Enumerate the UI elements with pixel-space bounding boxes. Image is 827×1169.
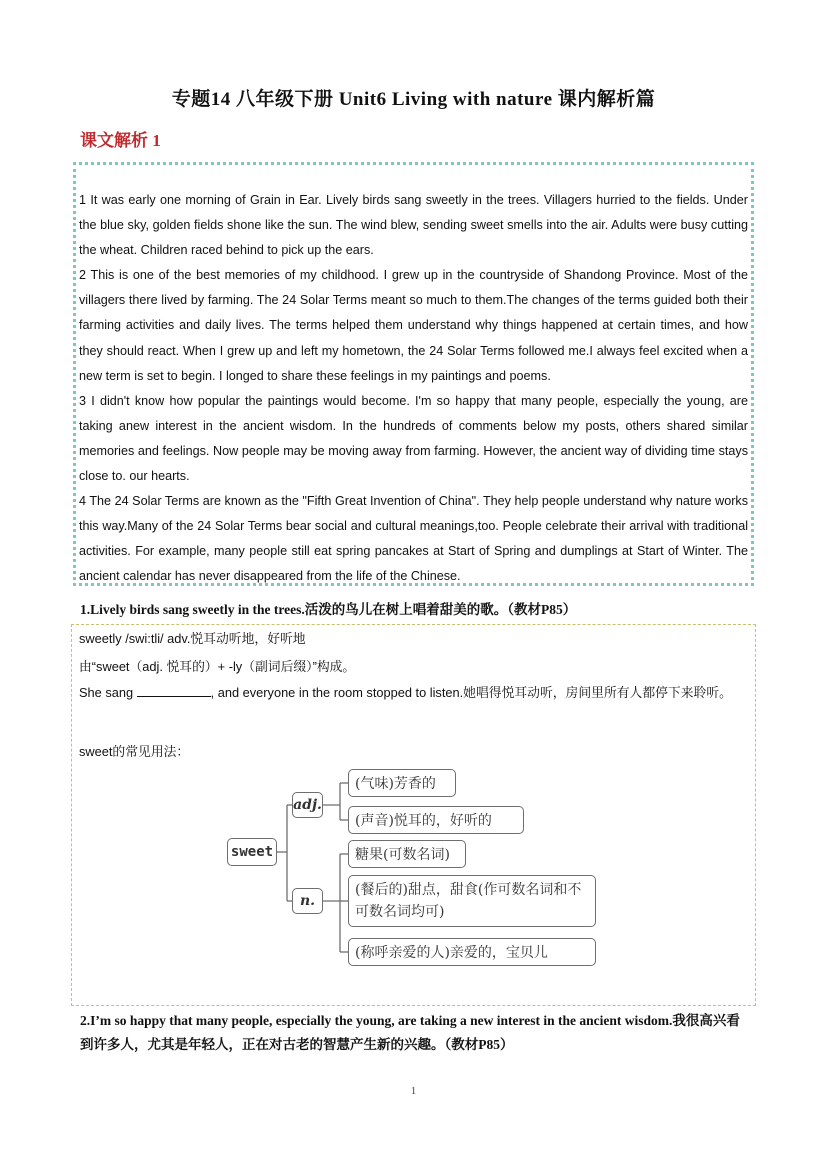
passage-paragraph-3: 3 I didn't know how popular the paintings would become. I'm so happy that many people, especially the young, are taking anew interest in the ancient wisdom. In the hundreds of comments below my posts, others shared similar memories and feelings. Now people may be moving away from farming. However, the ancient way of dividing time stays close to. our hearts. bbox=[79, 393, 748, 484]
mindmap-root: sweet bbox=[227, 838, 277, 866]
mindmap-noun-item-3: (称呼亲爱的人)亲爱的，宝贝儿 bbox=[348, 938, 596, 966]
passage-text bbox=[79, 188, 748, 590]
mindmap-noun-node: n. bbox=[292, 888, 323, 914]
point2-heading: 2.I’m so happy that many people, especially the young, are taking a new interest in the ancient wisdom.我很高兴看到许多人，尤其是年轻人，正在对古老的智慧产生新的兴趣。（教材P85） bbox=[80, 1013, 740, 1052]
sweet-mindmap bbox=[220, 765, 600, 975]
section-heading: 课文解析 1 bbox=[80, 131, 161, 150]
passage-paragraph-4: 4 The 24 Solar Terms are known as the "Fifth Great Invention of China". They help people understand why nature works this way.Many of the 24 Solar Terms bear social and cultural meanings,too. People celebrate their arrival with traditional activities. For example, many people still eat spring pancakes at Start of Spring and dumplings at Start of Winter. The ancient calendar has never disappeared from the life of the Chinese. bbox=[79, 494, 748, 584]
mindmap-noun-item-1: 糖果(可数名词) bbox=[348, 840, 466, 868]
fill-in-blank bbox=[137, 684, 211, 697]
mindmap-noun-item-2: (餐后的)甜点，甜食(作可数名词和不可数名词均可) bbox=[348, 875, 596, 927]
mindmap-adj-item-2: (声音)悦耳的，好听的 bbox=[348, 806, 524, 834]
passage-paragraph-1: 1 It was early one morning of Grain in Ear. Lively birds sang sweetly in the trees. Villagers hurried to the fields. Under the blue sky, golden fields shone like the sun. The wind blew, sending sweet smells into the air. Adults were busy cutting the wheat. Children raced behind to pick up the ears. bbox=[79, 193, 748, 258]
vocab-example bbox=[79, 679, 749, 706]
page-title: 专题14 八年级下册 Unit6 Living with nature 课内解析篇 bbox=[171, 89, 656, 110]
mindmap-adj-item-1: (气味)芳香的 bbox=[348, 769, 456, 797]
usage-label: sweet的常见用法： bbox=[79, 744, 190, 759]
example-before: She sang bbox=[79, 685, 137, 700]
mindmap-adj-node: adj. bbox=[292, 792, 323, 818]
page-number: 1 bbox=[410, 1085, 417, 1097]
vocab-formation: 由“sweet（adj. 悦耳的）+ -ly（副词后缀）”构成。 bbox=[79, 659, 356, 674]
point1-heading: 1.Lively birds sang sweetly in the trees.活泼的鸟儿在树上唱着甜美的歌。（教材P85） bbox=[80, 602, 577, 617]
vocab-definition: sweetly /swi:tli/ adv.悦耳动听地，好听地 bbox=[79, 631, 306, 646]
passage-paragraph-2: 2 This is one of the best memories of my childhood. I grew up in the countryside of Shandong Province. Most of the villagers there lived by farming. The 24 Solar Terms meant so much to them.The changes of the terms guided both their farming activities and daily lives. The terms helped them understand why things happened at certain times, and how they should react. When I grew up and left my hometown, the 24 Solar Terms followed me.I always feel excited when a new term is set to begin. I longed to share these feelings in my paintings and poems. bbox=[79, 268, 748, 383]
example-after: , and everyone in the room stopped to listen.她唱得悦耳动听，房间里所有人都停下来聆听。 bbox=[210, 685, 732, 700]
